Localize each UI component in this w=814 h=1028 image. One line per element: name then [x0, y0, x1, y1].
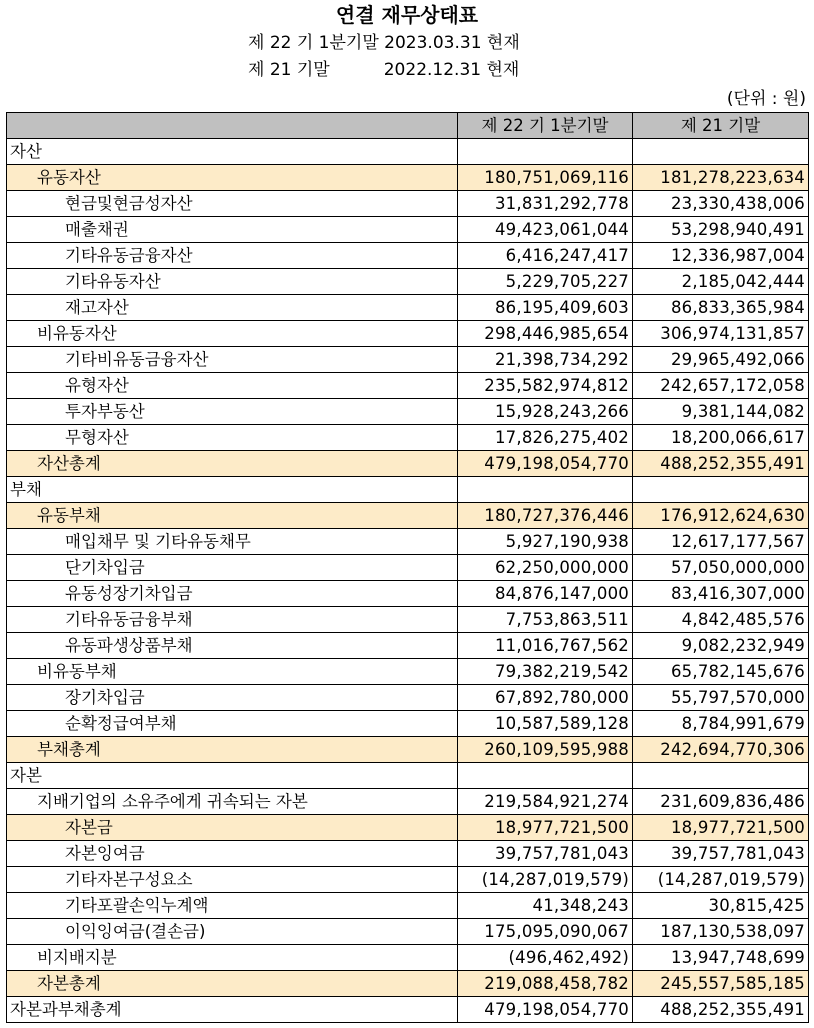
row-label: 비유동부채 — [7, 659, 458, 685]
value-current-period: 219,584,921,274 — [458, 789, 633, 815]
row-label: 유동부채 — [7, 503, 458, 529]
value-prior-period: 245,557,585,185 — [633, 971, 809, 997]
header-current-period: 제 22 기 1분기말 — [458, 113, 633, 139]
row-label: 비지배지분 — [7, 945, 458, 971]
row-label: 단기차입금 — [7, 555, 458, 581]
table-row — [7, 711, 809, 737]
value-prior-period — [633, 477, 809, 503]
table-row — [7, 971, 809, 997]
value-current-period: 11,016,767,562 — [458, 633, 633, 659]
value-current-period: 84,876,147,000 — [458, 581, 633, 607]
value-current-period: 10,587,589,128 — [458, 711, 633, 737]
row-label: 지배기업의 소유주에게 귀속되는 자본 — [7, 789, 458, 815]
value-current-period: 18,977,721,500 — [458, 815, 633, 841]
value-prior-period: 18,977,721,500 — [633, 815, 809, 841]
value-current-period: 219,088,458,782 — [458, 971, 633, 997]
value-prior-period: (14,287,019,579) — [633, 867, 809, 893]
value-prior-period: 83,416,307,000 — [633, 581, 809, 607]
value-current-period: 235,582,974,812 — [458, 373, 633, 399]
row-label: 유동성장기차입금 — [7, 581, 458, 607]
value-prior-period: 488,252,355,491 — [633, 451, 809, 477]
table-row — [7, 555, 809, 581]
value-current-period: 67,892,780,000 — [458, 685, 633, 711]
value-prior-period: 231,609,836,486 — [633, 789, 809, 815]
unit-label: (단위 : 원) — [726, 89, 806, 109]
value-prior-period — [633, 139, 809, 165]
row-label: 자본잉여금 — [7, 841, 458, 867]
value-prior-period: 18,200,066,617 — [633, 425, 809, 451]
table-row — [7, 139, 809, 165]
row-label: 매입채무 및 기타유동채무 — [7, 529, 458, 555]
table-row — [7, 503, 809, 529]
table-row — [7, 607, 809, 633]
table-row — [7, 451, 809, 477]
value-current-period: (496,462,492) — [458, 945, 633, 971]
value-current-period — [458, 139, 633, 165]
row-label: 기타비유동금융자산 — [7, 347, 458, 373]
period-prior: 제 21 기말 2022.12.31 현재 — [248, 60, 520, 80]
value-current-period: 79,382,219,542 — [458, 659, 633, 685]
value-current-period: 7,753,863,511 — [458, 607, 633, 633]
value-current-period — [458, 477, 633, 503]
value-current-period: 86,195,409,603 — [458, 295, 633, 321]
table-row — [7, 815, 809, 841]
row-label: 기타유동금융자산 — [7, 243, 458, 269]
value-prior-period: 2,185,042,444 — [633, 269, 809, 295]
row-label: 자산총계 — [7, 451, 458, 477]
value-prior-period: 488,252,355,491 — [633, 997, 809, 1023]
table-header-row — [7, 113, 809, 139]
row-label: 이익잉여금(결손금) — [7, 919, 458, 945]
value-current-period: 6,416,247,417 — [458, 243, 633, 269]
value-current-period: 31,831,292,778 — [458, 191, 633, 217]
value-current-period: 39,757,781,043 — [458, 841, 633, 867]
value-prior-period: 9,381,144,082 — [633, 399, 809, 425]
value-prior-period: 12,617,177,567 — [633, 529, 809, 555]
value-prior-period: 55,797,570,000 — [633, 685, 809, 711]
value-prior-period: 242,657,172,058 — [633, 373, 809, 399]
value-current-period: 180,727,376,446 — [458, 503, 633, 529]
row-label: 순확정급여부채 — [7, 711, 458, 737]
table-row — [7, 685, 809, 711]
header-label-column — [7, 113, 458, 139]
row-label: 기타자본구성요소 — [7, 867, 458, 893]
value-prior-period: 29,965,492,066 — [633, 347, 809, 373]
statement-title: 연결 재무상태표 — [335, 3, 479, 27]
table-body — [7, 139, 809, 1023]
header-prior-period: 제 21 기말 — [633, 113, 809, 139]
table-row — [7, 867, 809, 893]
table-row — [7, 789, 809, 815]
value-prior-period: 187,130,538,097 — [633, 919, 809, 945]
value-current-period: 5,927,190,938 — [458, 529, 633, 555]
table-row — [7, 659, 809, 685]
table-row — [7, 373, 809, 399]
row-label: 현금및현금성자산 — [7, 191, 458, 217]
row-label: 기타유동자산 — [7, 269, 458, 295]
value-current-period: 17,826,275,402 — [458, 425, 633, 451]
value-prior-period: 8,784,991,679 — [633, 711, 809, 737]
value-prior-period: 30,815,425 — [633, 893, 809, 919]
row-label: 기타포괄손익누계액 — [7, 893, 458, 919]
row-label: 자본과부채총계 — [7, 997, 458, 1023]
table-row — [7, 529, 809, 555]
balance-sheet-table — [6, 112, 809, 1023]
table-row — [7, 269, 809, 295]
value-current-period: (14,287,019,579) — [458, 867, 633, 893]
table-row — [7, 191, 809, 217]
row-label: 부채총계 — [7, 737, 458, 763]
table-row — [7, 347, 809, 373]
row-label: 자본금 — [7, 815, 458, 841]
value-current-period: 15,928,243,266 — [458, 399, 633, 425]
table-row — [7, 737, 809, 763]
value-prior-period: 4,842,485,576 — [633, 607, 809, 633]
value-current-period: 298,446,985,654 — [458, 321, 633, 347]
row-label: 부채 — [7, 477, 458, 503]
row-label: 자산 — [7, 139, 458, 165]
value-current-period: 5,229,705,227 — [458, 269, 633, 295]
value-prior-period: 242,694,770,306 — [633, 737, 809, 763]
table-row — [7, 321, 809, 347]
value-prior-period: 65,782,145,676 — [633, 659, 809, 685]
row-label: 자본 — [7, 763, 458, 789]
value-current-period: 180,751,069,116 — [458, 165, 633, 191]
row-label: 장기차입금 — [7, 685, 458, 711]
table-row — [7, 295, 809, 321]
table-row — [7, 633, 809, 659]
table-row — [7, 763, 809, 789]
value-current-period: 62,250,000,000 — [458, 555, 633, 581]
value-current-period: 49,423,061,044 — [458, 217, 633, 243]
value-current-period: 260,109,595,988 — [458, 737, 633, 763]
row-label: 비유동자산 — [7, 321, 458, 347]
value-prior-period: 39,757,781,043 — [633, 841, 809, 867]
period-current: 제 22 기 1분기말 2023.03.31 현재 — [248, 33, 520, 53]
table-row — [7, 425, 809, 451]
value-current-period: 21,398,734,292 — [458, 347, 633, 373]
value-current-period — [458, 763, 633, 789]
row-label: 무형자산 — [7, 425, 458, 451]
value-prior-period: 13,947,748,699 — [633, 945, 809, 971]
row-label: 유형자산 — [7, 373, 458, 399]
table-row — [7, 477, 809, 503]
value-prior-period: 306,974,131,857 — [633, 321, 809, 347]
table-row — [7, 581, 809, 607]
row-label: 투자부동산 — [7, 399, 458, 425]
value-prior-period: 53,298,940,491 — [633, 217, 809, 243]
table-row — [7, 945, 809, 971]
table-row — [7, 997, 809, 1023]
table-row — [7, 841, 809, 867]
table-row — [7, 243, 809, 269]
value-prior-period: 9,082,232,949 — [633, 633, 809, 659]
value-prior-period: 176,912,624,630 — [633, 503, 809, 529]
row-label: 자본총계 — [7, 971, 458, 997]
table-row — [7, 399, 809, 425]
table-row — [7, 919, 809, 945]
row-label: 유동자산 — [7, 165, 458, 191]
table-row — [7, 893, 809, 919]
value-current-period: 175,095,090,067 — [458, 919, 633, 945]
value-prior-period — [633, 763, 809, 789]
value-prior-period: 23,330,438,006 — [633, 191, 809, 217]
row-label: 유동파생상품부채 — [7, 633, 458, 659]
value-current-period: 41,348,243 — [458, 893, 633, 919]
value-prior-period: 57,050,000,000 — [633, 555, 809, 581]
value-prior-period: 12,336,987,004 — [633, 243, 809, 269]
value-current-period: 479,198,054,770 — [458, 997, 633, 1023]
table-row — [7, 165, 809, 191]
row-label: 기타유동금융부채 — [7, 607, 458, 633]
value-prior-period: 86,833,365,984 — [633, 295, 809, 321]
value-prior-period: 181,278,223,634 — [633, 165, 809, 191]
table-row — [7, 217, 809, 243]
value-current-period: 479,198,054,770 — [458, 451, 633, 477]
row-label: 재고자산 — [7, 295, 458, 321]
row-label: 매출채권 — [7, 217, 458, 243]
